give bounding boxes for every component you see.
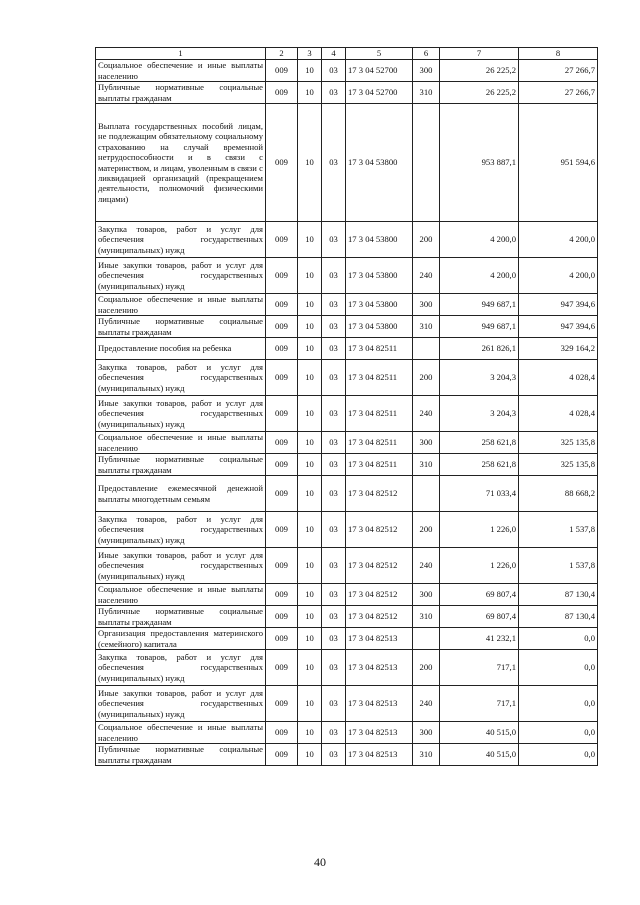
table-row — [96, 548, 598, 584]
target-article-cell: 17 3 04 82511 — [346, 360, 413, 396]
section-code-cell: 10 — [298, 512, 322, 548]
amount-year2-cell: 88 668,2 — [519, 476, 598, 512]
target-article-cell: 17 3 04 82513 — [346, 722, 413, 744]
ministry-code-cell: 009 — [266, 316, 298, 338]
expense-type-cell: 240 — [413, 548, 440, 584]
header-cell: 8 — [519, 48, 598, 60]
amount-year2-cell: 4 028,4 — [519, 396, 598, 432]
ministry-code-cell: 009 — [266, 512, 298, 548]
expense-type-cell: 310 — [413, 606, 440, 628]
target-article-cell: 17 3 04 82513 — [346, 628, 413, 650]
expense-type-cell — [413, 338, 440, 360]
ministry-code-cell: 009 — [266, 584, 298, 606]
target-article-cell: 17 3 04 82512 — [346, 584, 413, 606]
item-name-cell: Выплата государственных пособий лицам, не подлежащим обязательному социальному страхованию на случай временной нетрудоспособности и в связи с материнством, и лицам, уволенным в связи с ликвидацией организаций (прекращением деятельности, полномочий физическими лицами) — [96, 104, 266, 222]
ministry-code-cell: 009 — [266, 744, 298, 766]
ministry-code-cell: 009 — [266, 82, 298, 104]
amount-year2-cell: 0,0 — [519, 686, 598, 722]
amount-year2-cell: 329 164,2 — [519, 338, 598, 360]
subsection-code-cell: 03 — [322, 650, 346, 686]
target-article-cell: 17 3 04 52700 — [346, 82, 413, 104]
amount-year1-cell: 717,1 — [440, 686, 519, 722]
ministry-code-cell: 009 — [266, 686, 298, 722]
expense-type-cell: 310 — [413, 82, 440, 104]
table-row — [96, 476, 598, 512]
section-code-cell: 10 — [298, 628, 322, 650]
amount-year2-cell: 27 266,7 — [519, 60, 598, 82]
ministry-code-cell: 009 — [266, 628, 298, 650]
item-name-cell: Закупка товаров, работ и услуг для обеспечения государственных (муниципальных) нужд — [96, 650, 266, 686]
item-name-cell: Публичные нормативные социальные выплаты гражданам — [96, 454, 266, 476]
table-row — [96, 338, 598, 360]
item-name-cell: Иные закупки товаров, работ и услуг для обеспечения государственных (муниципальных) нужд — [96, 548, 266, 584]
amount-year2-cell: 4 028,4 — [519, 360, 598, 396]
section-code-cell: 10 — [298, 454, 322, 476]
amount-year1-cell: 41 232,1 — [440, 628, 519, 650]
section-code-cell: 10 — [298, 104, 322, 222]
item-name-cell: Предоставление ежемесячной денежной выплаты многодетным семьям — [96, 476, 266, 512]
target-article-cell: 17 3 04 82511 — [346, 454, 413, 476]
item-name-cell: Иные закупки товаров, работ и услуг для обеспечения государственных (муниципальных) нужд — [96, 686, 266, 722]
ministry-code-cell: 009 — [266, 650, 298, 686]
item-name-cell: Социальное обеспечение и иные выплаты населению — [96, 432, 266, 454]
expense-type-cell: 310 — [413, 316, 440, 338]
amount-year2-cell: 4 200,0 — [519, 258, 598, 294]
item-name-cell: Закупка товаров, работ и услуг для обеспечения государственных (муниципальных) нужд — [96, 512, 266, 548]
target-article-cell: 17 3 04 53800 — [346, 258, 413, 294]
expense-type-cell: 200 — [413, 512, 440, 548]
expense-type-cell: 240 — [413, 258, 440, 294]
subsection-code-cell: 03 — [322, 82, 346, 104]
item-name-cell: Иные закупки товаров, работ и услуг для обеспечения государственных (муниципальных) нужд — [96, 396, 266, 432]
amount-year2-cell: 325 135,8 — [519, 454, 598, 476]
target-article-cell: 17 3 04 53800 — [346, 222, 413, 258]
amount-year2-cell: 87 130,4 — [519, 606, 598, 628]
section-code-cell: 10 — [298, 686, 322, 722]
amount-year2-cell: 4 200,0 — [519, 222, 598, 258]
amount-year2-cell: 947 394,6 — [519, 316, 598, 338]
subsection-code-cell: 03 — [322, 316, 346, 338]
ministry-code-cell: 009 — [266, 104, 298, 222]
subsection-code-cell: 03 — [322, 432, 346, 454]
amount-year2-cell: 0,0 — [519, 650, 598, 686]
subsection-code-cell: 03 — [322, 512, 346, 548]
table-row — [96, 686, 598, 722]
ministry-code-cell: 009 — [266, 396, 298, 432]
table-row — [96, 258, 598, 294]
ministry-code-cell: 009 — [266, 722, 298, 744]
page-number: 40 — [314, 855, 326, 869]
expense-type-cell: 300 — [413, 722, 440, 744]
amount-year1-cell: 40 515,0 — [440, 722, 519, 744]
ministry-code-cell: 009 — [266, 338, 298, 360]
expense-type-cell: 200 — [413, 222, 440, 258]
item-name-cell: Публичные нормативные социальные выплаты гражданам — [96, 606, 266, 628]
item-name-cell: Социальное обеспечение и иные выплаты населению — [96, 294, 266, 316]
expense-type-cell: 310 — [413, 744, 440, 766]
expense-type-cell — [413, 104, 440, 222]
amount-year1-cell: 26 225,2 — [440, 82, 519, 104]
ministry-code-cell: 009 — [266, 432, 298, 454]
section-code-cell: 10 — [298, 650, 322, 686]
expense-type-cell: 240 — [413, 686, 440, 722]
subsection-code-cell: 03 — [322, 222, 346, 258]
section-code-cell: 10 — [298, 258, 322, 294]
table-row — [96, 222, 598, 258]
target-article-cell: 17 3 04 82512 — [346, 512, 413, 548]
item-name-cell: Публичные нормативные социальные выплаты гражданам — [96, 744, 266, 766]
section-code-cell: 10 — [298, 476, 322, 512]
item-name-cell: Закупка товаров, работ и услуг для обеспечения государственных (муниципальных) нужд — [96, 360, 266, 396]
expense-type-cell — [413, 628, 440, 650]
table-row — [96, 454, 598, 476]
subsection-code-cell: 03 — [322, 294, 346, 316]
section-code-cell: 10 — [298, 432, 322, 454]
header-cell: 1 — [96, 48, 266, 60]
item-name-cell: Организация предоставления материнского (семейного) капитала — [96, 628, 266, 650]
ministry-code-cell: 009 — [266, 360, 298, 396]
target-article-cell: 17 3 04 82511 — [346, 432, 413, 454]
header-row — [96, 48, 598, 60]
header-cell: 4 — [322, 48, 346, 60]
table-row — [96, 512, 598, 548]
amount-year1-cell: 69 807,4 — [440, 606, 519, 628]
amount-year1-cell: 258 621,8 — [440, 454, 519, 476]
amount-year1-cell: 4 200,0 — [440, 258, 519, 294]
subsection-code-cell: 03 — [322, 606, 346, 628]
target-article-cell: 17 3 04 82512 — [346, 548, 413, 584]
section-code-cell: 10 — [298, 548, 322, 584]
amount-year1-cell: 40 515,0 — [440, 744, 519, 766]
table-row — [96, 650, 598, 686]
ministry-code-cell: 009 — [266, 294, 298, 316]
item-name-cell: Предоставление пособия на ребенка — [96, 338, 266, 360]
section-code-cell: 10 — [298, 222, 322, 258]
expense-type-cell: 310 — [413, 454, 440, 476]
target-article-cell: 17 3 04 52700 — [346, 60, 413, 82]
target-article-cell: 17 3 04 82513 — [346, 650, 413, 686]
ministry-code-cell: 009 — [266, 548, 298, 584]
section-code-cell: 10 — [298, 396, 322, 432]
subsection-code-cell: 03 — [322, 584, 346, 606]
subsection-code-cell: 03 — [322, 104, 346, 222]
amount-year2-cell: 1 537,8 — [519, 512, 598, 548]
table-row — [96, 606, 598, 628]
expense-type-cell: 300 — [413, 584, 440, 606]
amount-year2-cell: 0,0 — [519, 628, 598, 650]
section-code-cell: 10 — [298, 82, 322, 104]
subsection-code-cell: 03 — [322, 60, 346, 82]
item-name-cell: Публичные нормативные социальные выплаты гражданам — [96, 316, 266, 338]
target-article-cell: 17 3 04 53800 — [346, 294, 413, 316]
subsection-code-cell: 03 — [322, 360, 346, 396]
header-cell: 2 — [266, 48, 298, 60]
target-article-cell: 17 3 04 82512 — [346, 476, 413, 512]
table-row — [96, 360, 598, 396]
amount-year2-cell: 27 266,7 — [519, 82, 598, 104]
item-name-cell: Публичные нормативные социальные выплаты гражданам — [96, 82, 266, 104]
header-cell: 3 — [298, 48, 322, 60]
target-article-cell: 17 3 04 82511 — [346, 338, 413, 360]
item-name-cell: Социальное обеспечение и иные выплаты населению — [96, 584, 266, 606]
amount-year1-cell: 949 687,1 — [440, 316, 519, 338]
subsection-code-cell: 03 — [322, 454, 346, 476]
ministry-code-cell: 009 — [266, 454, 298, 476]
header-cell: 5 — [346, 48, 413, 60]
ministry-code-cell: 009 — [266, 258, 298, 294]
amount-year1-cell: 258 621,8 — [440, 432, 519, 454]
ministry-code-cell: 009 — [266, 476, 298, 512]
amount-year2-cell: 325 135,8 — [519, 432, 598, 454]
subsection-code-cell: 03 — [322, 396, 346, 432]
amount-year1-cell: 26 225,2 — [440, 60, 519, 82]
target-article-cell: 17 3 04 53800 — [346, 104, 413, 222]
target-article-cell: 17 3 04 82513 — [346, 686, 413, 722]
table-row — [96, 584, 598, 606]
subsection-code-cell: 03 — [322, 476, 346, 512]
section-code-cell: 10 — [298, 584, 322, 606]
table-row — [96, 432, 598, 454]
target-article-cell: 17 3 04 82511 — [346, 396, 413, 432]
table-row — [96, 82, 598, 104]
expense-type-cell: 200 — [413, 650, 440, 686]
table-row — [96, 722, 598, 744]
amount-year2-cell: 87 130,4 — [519, 584, 598, 606]
section-code-cell: 10 — [298, 60, 322, 82]
section-code-cell: 10 — [298, 316, 322, 338]
budget-table — [95, 47, 598, 766]
header-cell: 6 — [413, 48, 440, 60]
header-cell: 7 — [440, 48, 519, 60]
expense-type-cell: 300 — [413, 60, 440, 82]
item-name-cell: Закупка товаров, работ и услуг для обеспечения государственных (муниципальных) нужд — [96, 222, 266, 258]
target-article-cell: 17 3 04 82512 — [346, 606, 413, 628]
item-name-cell: Иные закупки товаров, работ и услуг для обеспечения государственных (муниципальных) нужд — [96, 258, 266, 294]
subsection-code-cell: 03 — [322, 338, 346, 360]
amount-year2-cell: 947 394,6 — [519, 294, 598, 316]
amount-year1-cell: 949 687,1 — [440, 294, 519, 316]
amount-year1-cell: 71 033,4 — [440, 476, 519, 512]
amount-year2-cell: 951 594,6 — [519, 104, 598, 222]
table-row — [96, 294, 598, 316]
table-row — [96, 744, 598, 766]
ministry-code-cell: 009 — [266, 222, 298, 258]
item-name-cell: Социальное обеспечение и иные выплаты населению — [96, 722, 266, 744]
amount-year1-cell: 1 226,0 — [440, 512, 519, 548]
ministry-code-cell: 009 — [266, 60, 298, 82]
expense-type-cell — [413, 476, 440, 512]
amount-year1-cell: 3 204,3 — [440, 360, 519, 396]
table-row — [96, 104, 598, 222]
target-article-cell: 17 3 04 82513 — [346, 744, 413, 766]
amount-year1-cell: 69 807,4 — [440, 584, 519, 606]
subsection-code-cell: 03 — [322, 744, 346, 766]
amount-year1-cell: 1 226,0 — [440, 548, 519, 584]
expense-type-cell: 240 — [413, 396, 440, 432]
amount-year2-cell: 0,0 — [519, 744, 598, 766]
amount-year1-cell: 953 887,1 — [440, 104, 519, 222]
subsection-code-cell: 03 — [322, 686, 346, 722]
expense-type-cell: 200 — [413, 360, 440, 396]
target-article-cell: 17 3 04 53800 — [346, 316, 413, 338]
table-header — [96, 48, 598, 60]
table-row — [96, 60, 598, 82]
section-code-cell: 10 — [298, 722, 322, 744]
amount-year2-cell: 0,0 — [519, 722, 598, 744]
subsection-code-cell: 03 — [322, 628, 346, 650]
expense-type-cell: 300 — [413, 432, 440, 454]
table-row — [96, 396, 598, 432]
table-row — [96, 316, 598, 338]
amount-year1-cell: 717,1 — [440, 650, 519, 686]
ministry-code-cell: 009 — [266, 606, 298, 628]
section-code-cell: 10 — [298, 744, 322, 766]
section-code-cell: 10 — [298, 606, 322, 628]
amount-year1-cell: 4 200,0 — [440, 222, 519, 258]
subsection-code-cell: 03 — [322, 258, 346, 294]
section-code-cell: 10 — [298, 360, 322, 396]
amount-year2-cell: 1 537,8 — [519, 548, 598, 584]
expense-type-cell: 300 — [413, 294, 440, 316]
amount-year1-cell: 3 204,3 — [440, 396, 519, 432]
section-code-cell: 10 — [298, 294, 322, 316]
section-code-cell: 10 — [298, 338, 322, 360]
subsection-code-cell: 03 — [322, 548, 346, 584]
table-row — [96, 628, 598, 650]
subsection-code-cell: 03 — [322, 722, 346, 744]
item-name-cell: Социальное обеспечение и иные выплаты населению — [96, 60, 266, 82]
amount-year1-cell: 261 826,1 — [440, 338, 519, 360]
table-body — [96, 60, 598, 766]
